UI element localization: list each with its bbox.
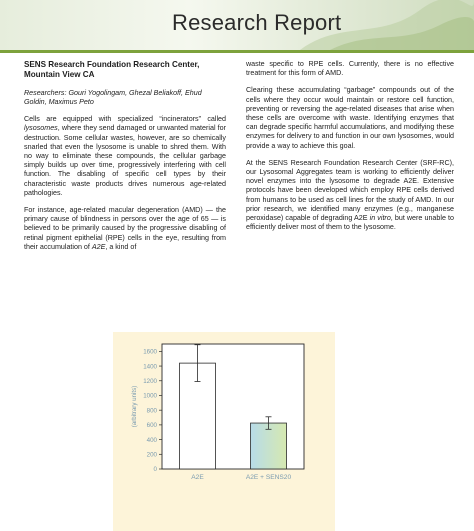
organization-heading: SENS Research Foundation Research Center, Mountain View CA [24, 60, 200, 80]
y-tick-label: 1200 [143, 377, 157, 385]
text-run-italic: A2E [91, 242, 106, 251]
y-tick-label: 800 [146, 407, 157, 415]
text-run: , a kind of [105, 242, 137, 251]
text-run: Cells are equipped with specialized “incinerators” called [24, 115, 226, 124]
header-divider [0, 50, 474, 53]
page-title: Research Report [172, 10, 342, 35]
text-run-italic: lysosomes [24, 124, 58, 133]
y-tick-label: 400 [146, 436, 157, 444]
bar-a2e-sens20 [251, 423, 287, 469]
text-run: , where they send damaged or unwanted material for destruction. Some cellular wastes, however, are so chemically snarled that even the lysosome is unable to shred them. With no way to eliminate these compounds, the cellular garbage simply builds up over time, progressively interfering with cell function. The disabling of specific cell types by their characteristic waste products drives numerous age-related pathologies. [24, 124, 226, 197]
y-tick-label: 0 [153, 466, 157, 474]
text-run: For instance, age-related macular degeneration (AMD) — the primary cause of blindness in persons over the age of 65 — is believed to be primarily caused by the progressive disabling of retinal pigment epithelial (RPE) cells in the eye, resulting from their accumulation of [24, 206, 226, 251]
paragraph-amd [24, 206, 226, 252]
paragraph-continuation: waste specific to RPE cells. Currently, there is no effective treatment for this form of AMD. [246, 60, 454, 78]
y-tick-label: 1600 [143, 348, 157, 356]
left-column [24, 60, 226, 260]
text-run-italic: in vitro [369, 214, 391, 223]
x-category-label: A2E + SENS20 [245, 474, 292, 481]
researchers-line: Researchers: Gouri Yogolingam, Ghezal Beliakoff, Ehud Goldin, Maximus Peto [24, 88, 202, 107]
paragraph-lysosomes [24, 115, 226, 198]
right-column [246, 60, 454, 240]
paragraph-clearing: Clearing these accumulating “garbage” compounds out of the cells where they occur would maintain or restore cell function, preventing or reversing the age-related diseases that arise when these cells are overcome with waste. Identifying enzymes that can degrade specific harmful accumulations, and modifying these enzymes for delivery to and function in our own lysosomes, would provide a way to achieve this goal. [246, 86, 454, 150]
header-banner [0, 0, 474, 50]
y-tick-label: 600 [146, 422, 157, 430]
y-tick-label: 200 [146, 451, 157, 459]
y-axis-label: (arbitrary units) [131, 385, 138, 428]
bar-chart [113, 332, 335, 531]
chart-panel [113, 332, 335, 531]
x-category-label: A2E [191, 474, 204, 481]
y-tick-label: 1000 [143, 392, 157, 400]
text-run: , but were unable to efficiently deliver most of them to the lysosome. [246, 214, 454, 232]
text-run: At the SENS Research Foundation Research Center (SRF-RC), our Lysosomal Aggregates team is working to efficiently deliver novel enzymes into the lysosome to degrade A2E. Extensive protocols have been developed which employ RPE cells derived from humans to be used as cell lines for the study of AMD. In our prior research, we identified many enzymes (e.g., manganese peroxidase) capable of degrading A2E [246, 158, 454, 223]
paragraph-srf-rc [246, 159, 454, 233]
y-tick-label: 1400 [143, 363, 157, 371]
